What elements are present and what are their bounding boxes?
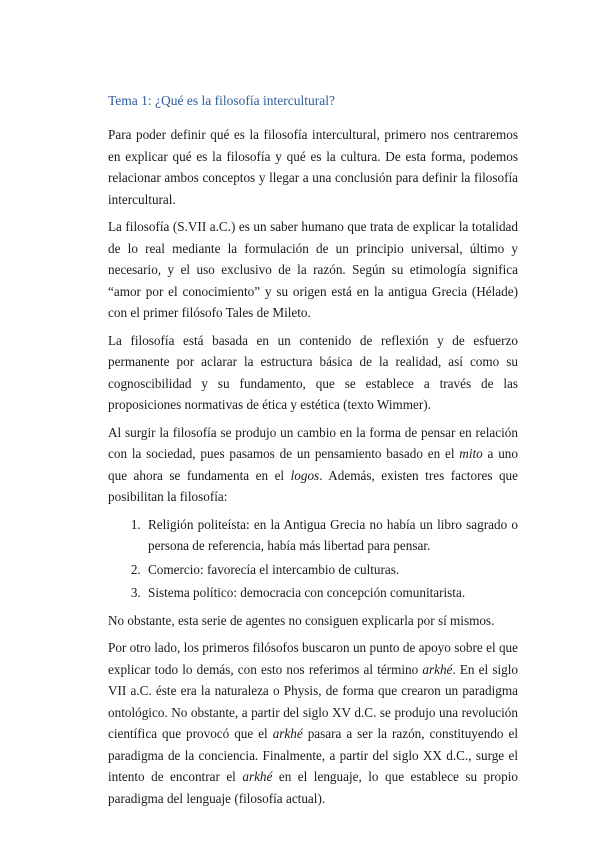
text-segment: pasara a ser la razón, constituyendo el paradigma de la conciencia. Finalmente, a partir del siglo XX d.C., surge el intento de encontrar el (108, 726, 518, 784)
term-arkhe: arkhé (272, 726, 303, 741)
term-mito: mito (459, 446, 483, 461)
text-segment: Por otro lado, los primeros filósofos buscaron un punto de apoyo sobre el que explicar todo lo demás, con esto nos referimos al término (108, 640, 518, 677)
list-item: 2. Comercio: favorecía el intercambio de culturas. (144, 559, 518, 581)
text-segment: en el lenguaje, lo que establece su propio paradigma del lenguaje (filosofía actual). (108, 769, 518, 806)
list-item: 3. Sistema político: democracia con concepción comunitarista. (144, 582, 518, 604)
list-item: 1. Religión politeísta: en la Antigua Grecia no había un libro sagrado o persona de referencia, había más libertad para pensar. (144, 514, 518, 557)
paragraph-mito-logos (108, 422, 518, 508)
section-heading: Tema 1: ¿Qué es la filosofía intercultural? (108, 93, 335, 108)
text-segment: Al surgir la filosofía se produjo un cambio en la forma de pensar en relación con la sociedad, pues pasamos de un pensamiento basado en el (108, 424, 518, 461)
paragraph-philosophy-definition: La filosofía (S.VII a.C.) es un saber humano que trata de explicar la totalidad de lo real mediante la formulación de un principio universal, último y necesario, y el uso exclusivo de la razón. Según su etimología significa “amor por el conocimiento” y su origen está en la antigua Grecia (Hélade) con el primer filósofo Tales de Mileto. (108, 219, 518, 320)
paragraph-agents: No obstante, esta serie de agentes no consiguen explicarla por sí mismos. (108, 612, 495, 628)
term-arkhe: arkhé (422, 661, 453, 677)
text-segment: a uno que ahora se fundamenta en el (108, 446, 518, 483)
paragraph-philosophy-basis: La filosofía está basada en un contenido de reflexión y de esfuerzo permanente por aclarar la estructura básica de la realidad, así como su cognoscibilidad y su fundamento, que se establece a través de las proposiciones normativas de ética y estética (texto Wimmer). (108, 332, 518, 412)
term-arkhe: arkhé (242, 769, 273, 784)
paragraph-arkhe (108, 637, 518, 809)
text-segment: . En el siglo VII a.C. éste era la naturaleza o Physis, de forma que crearon un paradigma ontológico. No obstante, a partir del siglo XV d.C. se produjo una revolución científica que provocó que el (108, 661, 518, 741)
paragraph-intro: Para poder definir qué es la filosofía intercultural, primero nos centraremos en explicar qué es la filosofía y qué es la cultura. De esta forma, podemos relacionar ambos conceptos y llegar a una conclusión para definir la filosofía intercultural. (108, 127, 518, 207)
factors-list (108, 514, 518, 604)
term-logos: logos (290, 467, 320, 483)
text-segment: . Además, existen tres factores que posibilitan la filosofía: (108, 467, 518, 504)
